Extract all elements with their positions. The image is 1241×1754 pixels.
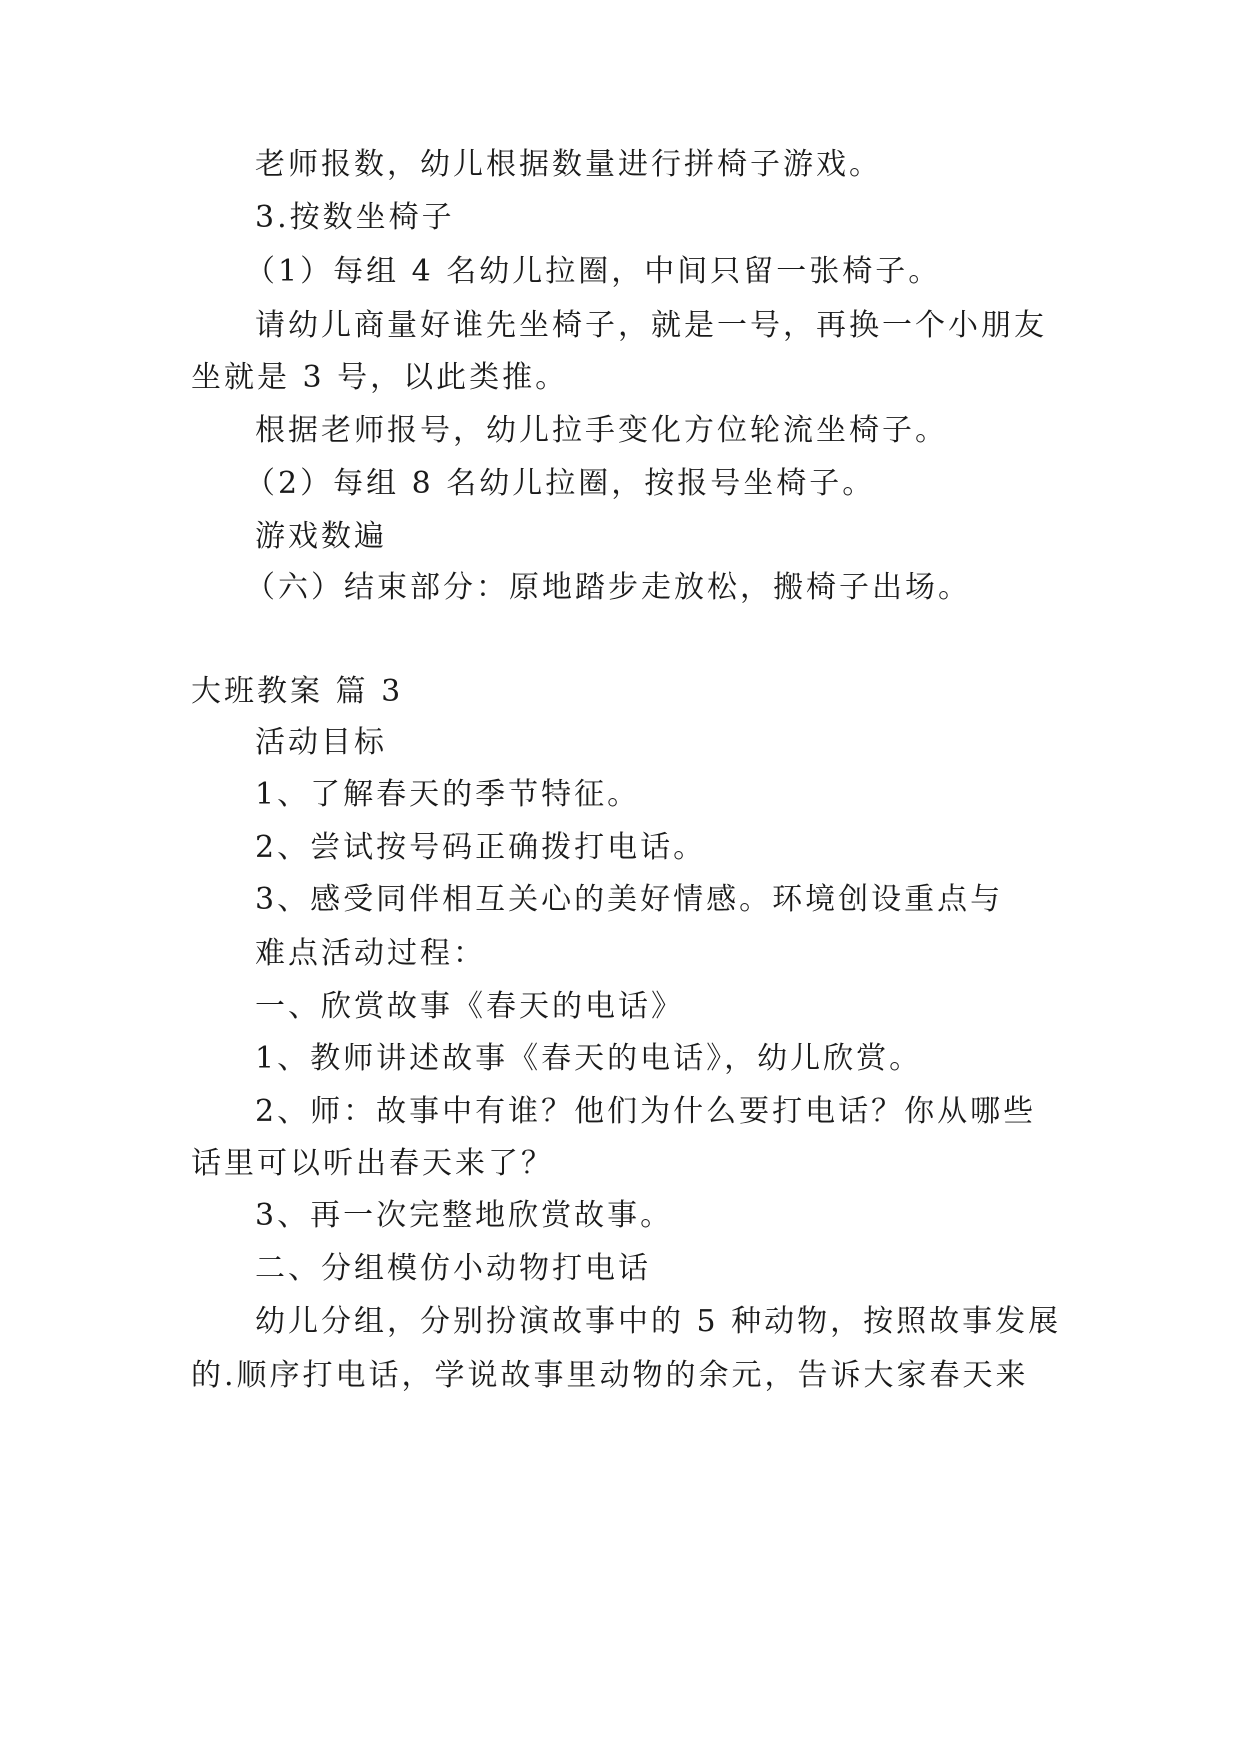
paragraph-line: 3、感受同伴相互关心的美好情感。环境创设重点与 — [255, 882, 1004, 917]
paragraph-line: 游戏数遍 — [255, 519, 387, 554]
paragraph-line: 2、师：故事中有谁？他们为什么要打电话？你从哪些 — [255, 1094, 1037, 1129]
paragraph-line: 3.按数坐椅子 — [255, 200, 455, 235]
paragraph-line: 活动目标 — [255, 725, 387, 760]
paragraph-line: 话里可以听出春天来了？ — [191, 1146, 554, 1181]
section-heading: 大班教案 篇 3 — [191, 674, 404, 709]
paragraph-line: 坐就是 3 号，以此类推。 — [191, 360, 569, 395]
paragraph-line: 的.顺序打电话，学说故事里动物的余元，告诉大家春天来 — [191, 1358, 1029, 1393]
paragraph-line: 2、尝试按号码正确拨打电话。 — [255, 830, 707, 865]
paragraph-line: 难点活动过程： — [255, 936, 486, 971]
paragraph-line: 1、教师讲述故事《春天的电话》，幼儿欣赏。 — [255, 1041, 923, 1076]
paragraph-line: 二、分组模仿小动物打电话 — [255, 1251, 651, 1286]
paragraph-line: （1）每组 4 名幼儿拉圈，中间只留一张椅子。 — [245, 254, 942, 289]
paragraph-line: （2）每组 8 名幼儿拉圈，按报号坐椅子。 — [245, 466, 876, 501]
paragraph-line: （六）结束部分：原地踏步走放松，搬椅子出场。 — [245, 570, 971, 605]
paragraph-line: 根据老师报号，幼儿拉手变化方位轮流坐椅子。 — [255, 413, 948, 448]
paragraph-line: 老师报数，幼儿根据数量进行拼椅子游戏。 — [255, 147, 882, 182]
paragraph-line: 3、再一次完整地欣赏故事。 — [255, 1198, 674, 1233]
paragraph-line: 幼儿分组，分别扮演故事中的 5 种动物，按照故事发展 — [255, 1304, 1062, 1339]
paragraph-line: 一、欣赏故事《春天的电话》 — [255, 989, 684, 1024]
paragraph-line: 1、了解春天的季节特征。 — [255, 777, 641, 812]
paragraph-line: 请幼儿商量好谁先坐椅子，就是一号，再换一个小朋友 — [255, 308, 1047, 343]
